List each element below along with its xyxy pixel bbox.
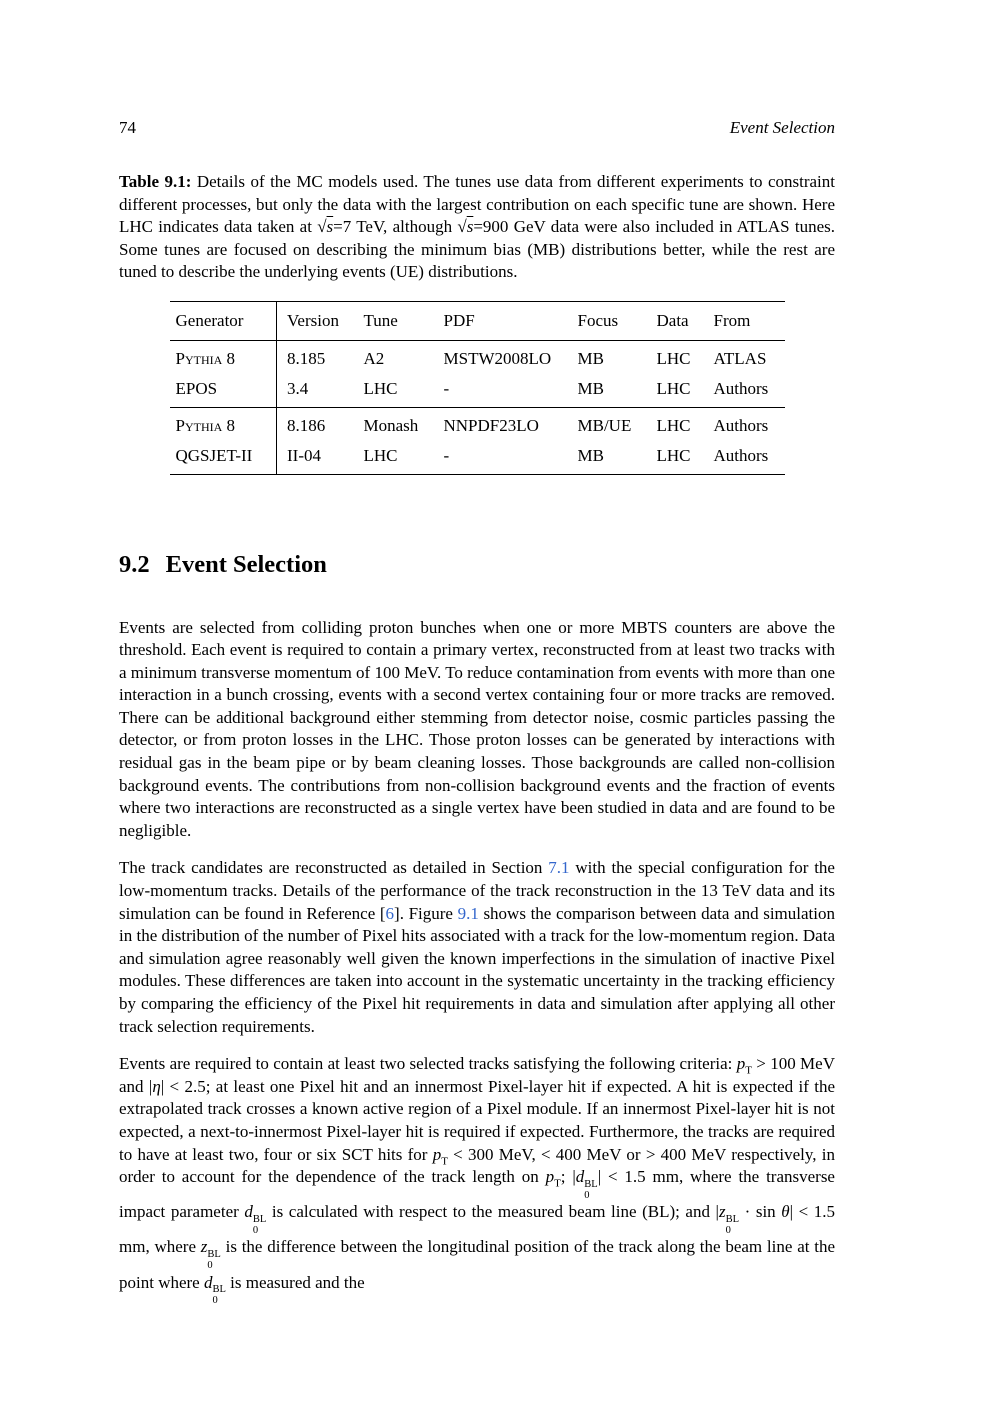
math-var: z BL 0 <box>200 1237 221 1271</box>
table-row <box>170 340 785 374</box>
page-sheet <box>119 0 835 1307</box>
table-cell: LHC <box>656 445 691 465</box>
math-var: η <box>152 1076 161 1096</box>
section-heading <box>119 551 835 579</box>
table-cell: Pythia 8 <box>170 340 277 374</box>
math-var: d BL 0 <box>203 1272 226 1306</box>
column-header: Tune <box>354 301 434 340</box>
page-number: 74 <box>119 118 136 137</box>
column-header: From <box>704 301 785 340</box>
running-title: Event Selection <box>729 118 835 137</box>
ref-link[interactable]: 6 <box>385 903 395 923</box>
table-header <box>170 301 785 340</box>
table-caption: Table 9.1: Details of the MC models used. The tunes use data from different experiments to constraint different processes, but only the data with the largest contribution on each specific tune are shown. Here LHC indicates data taken at √s=7 TeV, although √s=900 GeV data were also included in ATLAS tunes. Some tunes are focused on describing the minimum bias (MB) distributions better, while the rest are tuned to describe the underlying events (UE) distributions. <box>119 172 835 281</box>
table-row <box>170 441 785 475</box>
caption-label: Table 9.1: <box>119 172 197 191</box>
math-var: d BL 0 <box>575 1167 598 1201</box>
table-cell: LHC <box>363 378 398 398</box>
paragraph: Events are selected from colliding proton bunches when one or more MBTS counters are above the threshold. Each event is required to contain a primary vertex, reconstructed from at least two tracks with a minimum transverse momentum of 100 MeV. To reduce contamination from events with more than one interaction in a bunch crossing, events with a second vertex containing four or more tracks are removed. There can be additional background either stemming from detector noise, cosmic particles passing the detector, or from proton losses in the LHC. Those proton losses can be generated by interactions with residual gas in the beam pipe or by beam cleaning losses. Those backgrounds are called non-collision background events. The contributions from non-collision background events and the fraction of events where two interactions are reconstructed as a single vertex have been studied in data and are found to be negligible. <box>119 617 835 840</box>
table-cell: - <box>443 378 450 398</box>
column-header: Data <box>647 301 704 340</box>
table-row <box>170 374 785 408</box>
ref-link[interactable]: 7.1 <box>548 858 570 878</box>
table-cell: Authors <box>713 445 769 465</box>
table-cell: LHC <box>363 445 398 465</box>
column-header: Version <box>277 301 354 340</box>
math-var: θ <box>781 1202 790 1222</box>
section-title: Event Selection <box>165 550 327 578</box>
table-group <box>170 340 785 407</box>
table-cell: ATLAS <box>713 348 767 368</box>
table-cell: Monash <box>363 415 419 435</box>
table-group <box>170 407 785 474</box>
table-cell: MB/UE <box>577 415 632 435</box>
paragraph: Events are required to contain at least two selected tracks satisfying the following criteria: $p_T > 100$ MeV and |η| < 2.5; at least one Pixel hit and an innermost Pixel-layer hit if expected. A hit is expected if the extrapolated track crosses a known active region of a Pixel module. If an innermost Pixel-layer hit is not expected, a next-to-innermost Pixel-layer hit is required if expected. Furthermore, the tracks are required to have at least two, four or six SCT hits for $p_T < 300$ MeV, < 400 MeV or > 400 MeV respectively, in order to account for the dependence of the track length on $p_T$; |d BL 0 | < 1.5 mm, where the transverse impact parameter d BL 0 is calculated with respect to the measured beam line (BL); and |z BL 0 · sin θ| < 1.5 mm, where z BL 0 is the difference between the longitudinal position of the track along the beam line at the point where d BL 0 is measured and the <box>119 1054 836 1306</box>
table-cell: 8.186 <box>287 415 326 435</box>
section-number: 9.2 <box>119 550 150 578</box>
paragraph: The track candidates are reconstructed as detailed in Section 7.1 with the special configuration for the low-momentum tracks. Details of the performance of the track reconstruction in the 13 TeV data and its simulation can be found in Reference [6]. Figure 9.1 shows the comparison between data and simulation in the distribution of the number of Pixel hits associated with a track for the low-momentum region. Data and simulation agree reasonably well given the known imperfections in the simulation of inactive Pixel modules. These differences are taken into account in the systematic uncertainty in the tracking efficiency by comparing the efficiency of the Pixel hit requirements in data and simulation after applying all other track selection requirements. <box>119 858 835 1036</box>
table-cell: NNPDF23LO <box>443 415 539 435</box>
math-var: $p_T$ <box>736 1054 752 1077</box>
table-header-row <box>170 301 785 340</box>
math-var: z BL 0 <box>718 1202 740 1236</box>
table-cell: QGSJET-II <box>170 441 277 475</box>
table-cell: LHC <box>656 348 691 368</box>
body-text <box>119 617 835 1307</box>
math-var: $p_T$ <box>432 1144 448 1167</box>
table-cell: 3.4 <box>287 378 309 398</box>
table-cell: - <box>443 445 450 465</box>
column-header: Focus <box>568 301 647 340</box>
table-cell: 8.185 <box>287 348 326 368</box>
table-cell: MB <box>577 378 604 398</box>
table-row <box>170 407 785 441</box>
table-cell: II-04 <box>287 445 321 465</box>
table-cell: MB <box>577 445 604 465</box>
column-header: PDF <box>434 301 568 340</box>
running-header <box>119 0 835 138</box>
sqrt-symbol: √s <box>317 217 334 236</box>
table-cell: Authors <box>713 378 769 398</box>
table-cell: EPOS <box>170 374 277 408</box>
math-var: d BL 0 <box>244 1202 267 1236</box>
table-cell: Pythia 8 <box>170 407 277 441</box>
math-var: $p_T$ <box>545 1167 561 1190</box>
table-cell: MB <box>577 348 604 368</box>
table-cell: Authors <box>713 415 769 435</box>
sqrt-symbol: √s <box>457 217 474 236</box>
ref-link[interactable]: 9.1 <box>457 903 479 923</box>
table-cell: LHC <box>656 378 691 398</box>
table-cell: LHC <box>656 415 691 435</box>
mc-models-table <box>170 301 785 475</box>
table-cell: A2 <box>363 348 385 368</box>
column-header: Generator <box>170 301 277 340</box>
table-cell: MSTW2008LO <box>443 348 552 368</box>
